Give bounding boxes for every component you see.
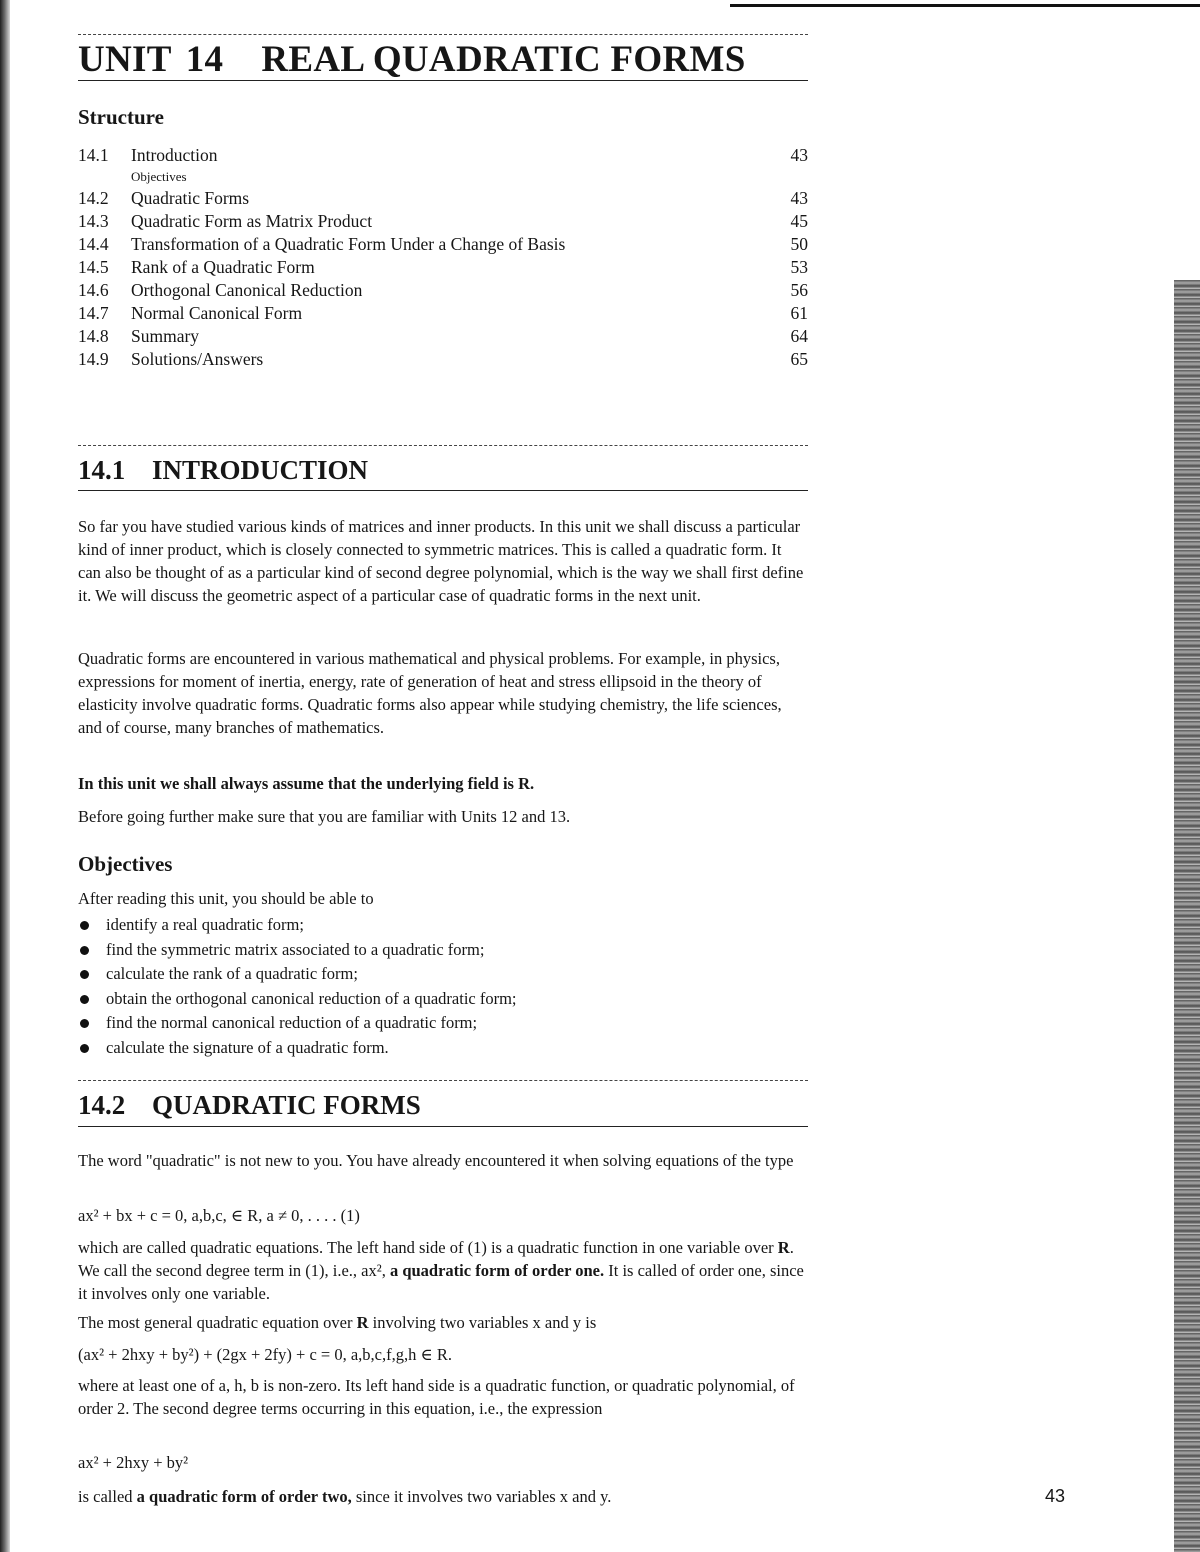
toc-entry[interactable]: 14.7 Normal Canonical Form 61 (78, 303, 808, 323)
equation-2: (ax² + 2hxy + by²) + (2gx + 2fy) + c = 0, a,b,c,f,g,h ∈ R. (78, 1345, 452, 1364)
bullet-icon (80, 946, 89, 955)
intro-paragraph-1: So far you have studied various kinds of matrices and inner products. In this unit we shall discuss a particular kind of inner product, which is closely connected to symmetric matrices. This is called a quadratic form. It can also be thought of as a particular kind of second degree polynomial, which is the way we shall first define it. We will discuss the geometric aspect of a particular case of quadratic forms in the next unit. (78, 517, 804, 605)
toc-subentry[interactable]: Objectives (131, 169, 187, 184)
page-number: 43 (1045, 1486, 1066, 1506)
list-item: identify a real quadratic form; (78, 913, 798, 938)
list-item: find the symmetric matrix associated to a quadratic form; (78, 938, 798, 963)
toc-entry[interactable]: 14.2 Quadratic Forms 43 (78, 188, 808, 208)
toc-entry[interactable]: 14.5 Rank of a Quadratic Form 53 (78, 257, 808, 277)
unit-title: UNIT 14 REAL QUADRATIC FORMS (78, 39, 746, 80)
toc-entry[interactable]: 14.6 Orthogonal Canonical Reduction 56 (78, 280, 808, 300)
title-rule-bottom (78, 80, 808, 81)
intro-prerequisite: Before going further make sure that you are familiar with Units 12 and 13. (78, 807, 571, 826)
section-rule-bottom (78, 490, 808, 491)
qf-paragraph-1: The word "quadratic" is not new to you. You have already encountered it when solving equations of the type (78, 1151, 794, 1170)
objectives-list (78, 913, 798, 1060)
qf-paragraph-3: The most general quadratic equation over R involving two variables x and y is (78, 1313, 597, 1332)
list-item: find the normal canonical reduction of a quadratic form; (78, 1011, 798, 1036)
toc-entry[interactable]: 14.1 Introduction 43 (78, 145, 808, 165)
toc-entry[interactable]: 14.8 Summary 64 (78, 326, 808, 346)
structure-heading: Structure (78, 105, 164, 129)
toc-entry[interactable]: 14.4 Transformation of a Quadratic Form Under a Change of Basis 50 (78, 234, 808, 254)
toc-entry[interactable]: 14.3 Quadratic Form as Matrix Product 45 (78, 211, 808, 231)
list-item: calculate the rank of a quadratic form; (78, 962, 798, 987)
list-item: calculate the signature of a quadratic form. (78, 1036, 798, 1061)
section-rule-top (78, 1080, 808, 1081)
intro-assumption: In this unit we shall always assume that the underlying field is R. (78, 774, 535, 793)
bullet-icon (80, 1044, 89, 1053)
equation-3: ax² + 2hxy + by² (78, 1453, 189, 1472)
qf-paragraph-2: which are called quadratic equations. The left hand side of (1) is a quadratic function in one variable over R. We call the second degree term in (1), i.e., ax², a quadratic form of order one. It is called of order one, since it involves only one variable. (78, 1238, 804, 1303)
section-rule-bottom (78, 1126, 808, 1127)
top-rule (730, 4, 1200, 7)
equation-1: ax² + bx + c = 0, a,b,c, ∈ R, a ≠ 0, . . . . (1) (78, 1206, 360, 1225)
objectives-lead: After reading this unit, you should be able to (78, 889, 374, 908)
section-rule-top (78, 445, 808, 446)
objectives-heading: Objectives (78, 852, 173, 876)
bullet-icon (80, 921, 89, 930)
title-rule-top (78, 34, 808, 35)
bullet-icon (80, 970, 89, 979)
list-item: obtain the orthogonal canonical reduction of a quadratic form; (78, 987, 798, 1012)
toc-entry[interactable]: 14.9 Solutions/Answers 65 (78, 349, 808, 369)
scan-edge-left (0, 0, 10, 1552)
bullet-icon (80, 995, 89, 1004)
section-heading-quadratic-forms: 14.2 QUADRATIC FORMS (78, 1090, 421, 1120)
intro-paragraph-2: Quadratic forms are encountered in various mathematical and physical problems. For example, in physics, expressions for moment of inertia, energy, rate of generation of heat and stress ellipsoid in the theory of elasticity involve quadratic forms. Quadratic forms also appear while studying chemistry, the life sciences, and of course, many branches of mathematics. (78, 649, 782, 737)
bullet-icon (80, 1019, 89, 1028)
scan-edge-right (1174, 280, 1200, 1552)
qf-paragraph-4: where at least one of a, h, b is non-zero. Its left hand side is a quadratic function, or quadratic polynomial, of order 2. The second degree terms occurring in this equation, i.e., the expression (78, 1376, 795, 1418)
qf-paragraph-5: is called a quadratic form of order two, since it involves two variables x and y. (78, 1487, 612, 1506)
section-heading-introduction: 14.1 INTRODUCTION (78, 455, 369, 485)
table-of-contents (78, 144, 808, 371)
